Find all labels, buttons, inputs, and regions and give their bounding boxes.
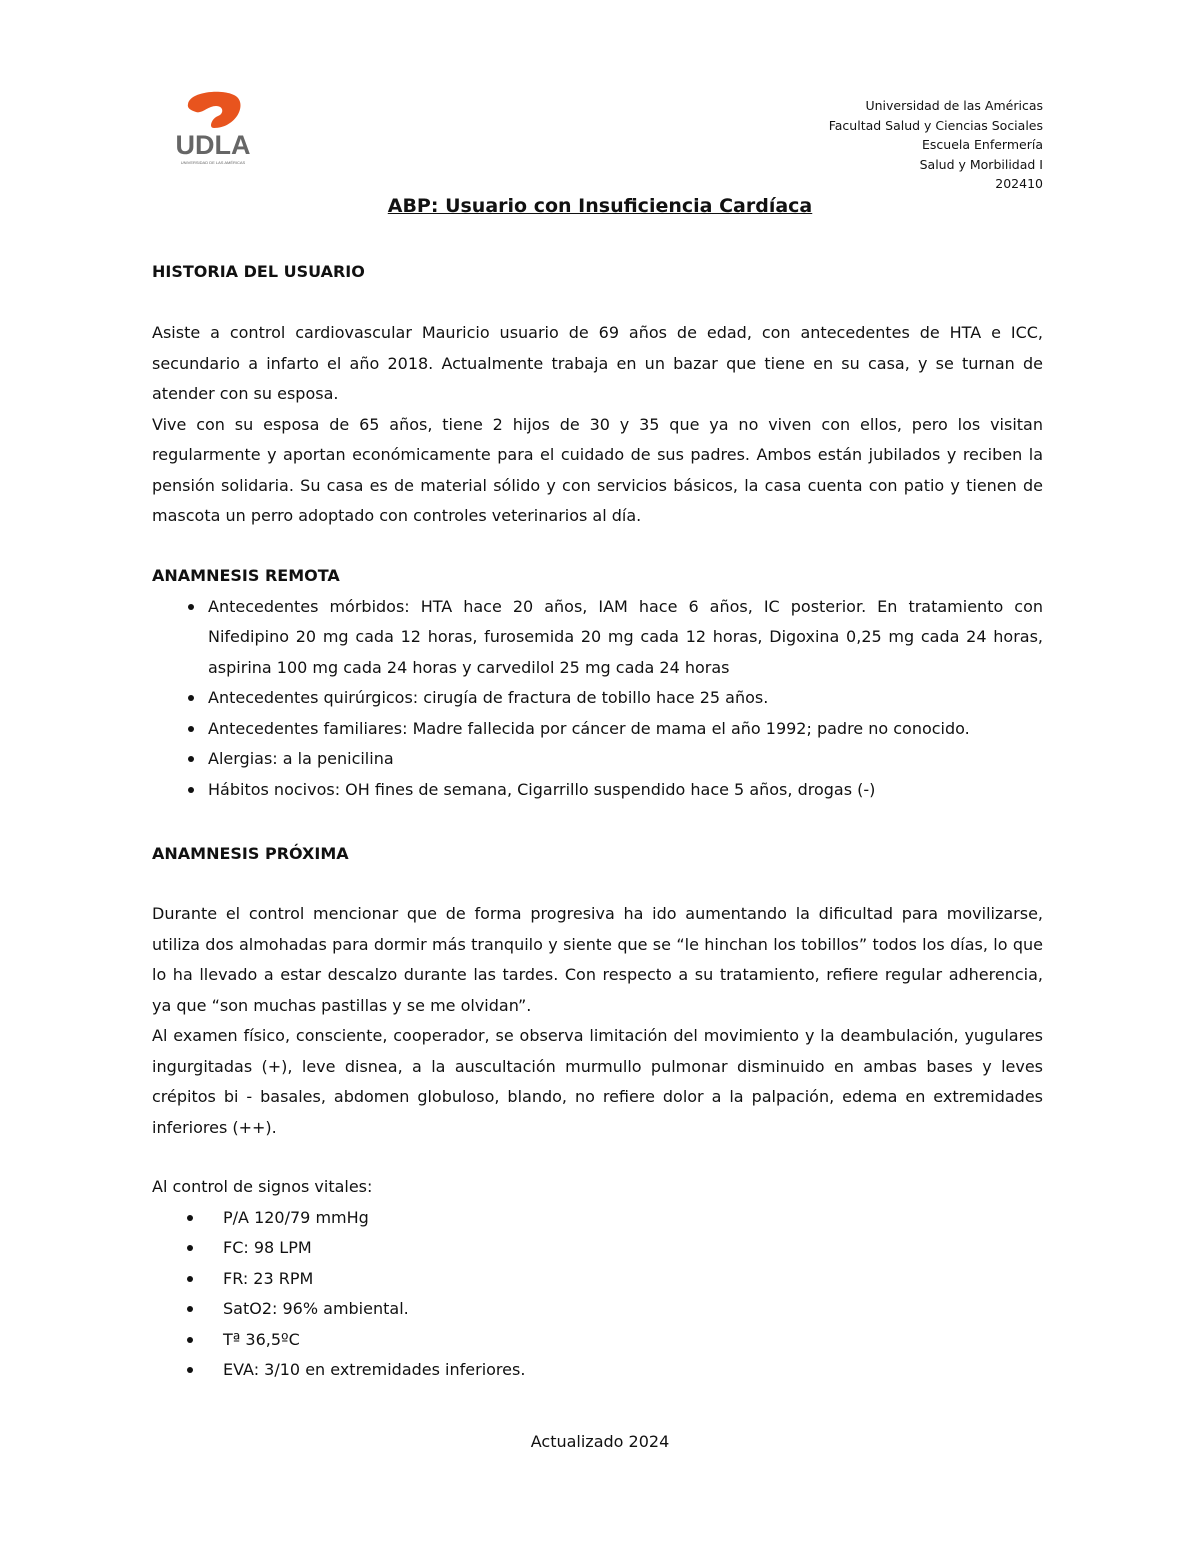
faculty-name: Facultad Salud y Ciencias Sociales [828,117,1043,133]
list-item: Alergias: a la penicilina [152,744,1043,775]
vitales-list [152,1203,1043,1386]
list-item: Antecedentes familiares: Madre fallecida por cáncer de mama el año 1992; padre no conocido. [152,714,1043,745]
section-proxima [152,839,1043,870]
list-item: P/A 120/79 mmHg [152,1203,1043,1234]
udla-logo-mark [188,92,241,128]
historia-paragraph-2: Vive con su esposa de 65 años, tiene 2 hijos de 30 y 35 que ya no viven con ellos, pero los visitan regularmente y aportan económicamente para el cuidado de sus padres. Ambos están jubilados y reciben la pensión solidaria. Su casa es de material sólido y con servicios básicos, la casa cuenta con patio y tienen de mascota un perro adoptado con controles veterinarios al día. [152,414,1043,525]
heading-historia: HISTORIA DEL USUARIO [152,262,365,281]
list-item: FC: 98 LPM [152,1233,1043,1264]
proxima-paragraph-1: Durante el control mencionar que de forma progresiva ha ido aumentando la dificultad para movilizarse, utiliza dos almohadas para dormir más tranquilo y siente que se “le hinchan los tobillos” todos los días, lo que lo ha llevado a estar descalzo durante las tardes. Con respecto a su tratamiento, refiere regular adherencia, ya que “son muchas pastillas y se me olvidan”. [152,904,1043,1015]
udla-logo [168,84,258,172]
remota-list [152,592,1043,806]
section-remota [152,561,1043,805]
list-item: SatO2: 96% ambiental. [152,1294,1043,1325]
section-vitales [152,1172,1043,1386]
document-title: ABP: Usuario con Insuficiencia Cardíaca [387,195,813,217]
proxima-text [152,899,1043,1143]
list-item: EVA: 3/10 en extremidades inferiores. [152,1355,1043,1386]
udla-logo-subtext: UNIVERSIDAD DE LAS AMÉRICAS [180,160,246,165]
heading-remota: ANAMNESIS REMOTA [152,566,340,585]
historia-paragraph-1: Asiste a control cardiovascular Mauricio usuario de 69 años de edad, con antecedentes de HTA e ICC, secundario a infarto el año 2018. Actualmente trabaja en un bazar que tiene en su casa, y se turnan de atender con su esposa. [152,323,1043,403]
heading-proxima: ANAMNESIS PRÓXIMA [152,844,349,863]
period-code: 202410 [995,176,1043,191]
university-name: Universidad de las Américas [865,98,1043,113]
list-item: Tª 36,5ºC [152,1325,1043,1356]
institution-header [829,96,1043,194]
proxima-paragraph-2: Al examen físico, consciente, cooperador, se observa limitación del movimiento y la deambulación, yugulares ingurgitadas (+), leve disnea, a la auscultación murmullo pulmonar disminuido en ambas bases y leves crépitos bi - basales, abdomen globuloso, blando, no refiere dolor a la palpación, edema en extremidades inferiores (++). [152,1026,1043,1137]
list-item: Antecedentes quirúrgicos: cirugía de fractura de tobillo hace 25 años. [152,683,1043,714]
list-item: Hábitos nocivos: OH fines de semana, Cigarrillo suspendido hace 5 años, drogas (-) [152,775,1043,806]
historia-text [152,318,1043,532]
vitales-intro: Al control de signos vitales: [152,1177,373,1196]
footer-updated: Actualizado 2024 [530,1432,670,1451]
course-name: Salud y Morbilidad I [919,156,1043,172]
school-name: Escuela Enfermería [922,137,1043,152]
list-item: FR: 23 RPM [152,1264,1043,1295]
list-item: Antecedentes mórbidos: HTA hace 20 años, IAM hace 6 años, IC posterior. En tratamiento con Nifedipino 20 mg cada 12 horas, furosemida 20 mg cada 12 horas, Digoxina 0,25 mg cada 24 horas, aspirina 100 mg cada 24 horas y carvedilol 25 mg cada 24 horas [152,592,1043,684]
udla-logo-text: UDLA [175,130,251,160]
section-historia [152,257,1043,288]
